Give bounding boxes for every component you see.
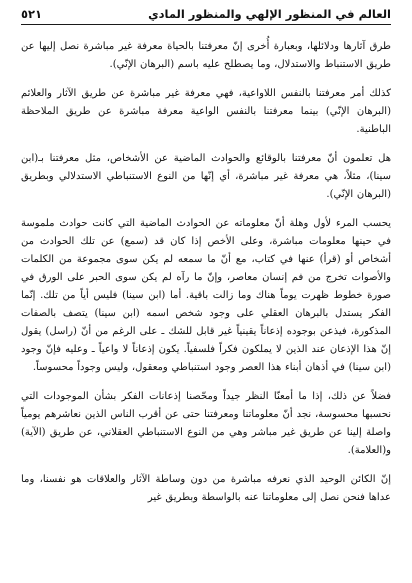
- page-header: [21, 7, 391, 25]
- page-number: ٥٢١: [21, 7, 43, 21]
- paragraph: فضلاً عن ذلك، إذا ما أمعنّا النظر جيداً ومحّصنا إذعانات الفكر بشأن الموجودات التي نحسبها محسوسة، نجد أنّ معلوماتنا ومعرفتنا حتى عن أقرب الناس الذين نعاشرهم يومياً واصلة إلينا عن طريق غير مباشر وهي من النوع الاستنباطي العقلاني، عن طريق (الآية) و(العلامة).: [21, 391, 391, 456]
- running-title: العالم في المنظور الإلهي والمنظور المادي: [148, 7, 391, 21]
- paragraph: هل تعلمون أنّ معرفتنا بالوقائع والحوادث الماضية عن الأشخاص، مثل معرفتنا بـ(ابن سينا)، مثلاً، هي معرفة غير مباشرة، أي إنّها من النوع الاستنباطي الاستدلالي وبطريق (البرهان الإنّي).: [21, 153, 391, 200]
- paragraph: إنّ الكائن الوحيد الذي نعرفه مباشرة من دون وساطة الآثار والعلاقات هو نفسنا، وما عداها فنحن نصل إلى معلوماتنا عنه بالواسطة وبطريق غير: [21, 474, 391, 503]
- paragraph: كذلك أمر معرفتنا بالنفس اللاواعية، فهي معرفة غير مباشرة عن طريق الآثار والعلائم (البرهان الإنّي) بينما معرفتنا بالنفس الواعية معرفة مباشرة عن طريق الملاحظة الباطنية.: [21, 88, 391, 135]
- paragraph: طرق آثارها ودلائلها، وبعبارة أُخرى إنّ معرفتنا بالحياة معرفة غير مباشرة نصل إليها عن طريق الاستنباط والاستدلال، وما يصطلح عليه باسم (البرهان الإنّي).: [21, 41, 391, 70]
- body-text: [21, 38, 391, 507]
- paragraph: يحسب المرء لأول وهلة أنّ معلوماته عن الحوادث الماضية التي كانت حوادث ملموسة في حينها معلومات مباشرة، وعلى الأخص إذا كان قد (سمع) عن تلك الحوادث من أشخاص أو (قرأ) عنها في كتاب، مع أنّ ما سمعه لم يكن سوى مجموعة من الكلمات والأصوات تخرج من فم إنسان معاصر، وإنّ ما رآه لم يكن سوى الحبر على الورق في صورة خطوط ظهرت يوماً هناك وما زالت باقية. أما (ابن سينا) فليس أياً من تلك. إنّما الفكر يستدل بالبرهان العقلي على وجود شخص اسمه (ابن سينا) يتصف بالصفات المذكورة، فيذعن بوجوده إذعاناً يقينياً غير قابل للشك ـ على الرغم من أنّ (راسل) يقول إنّ هذا الإذعان عند الذين لا يملكون فكراً فلسفياً. يكون إذعاناً لا واعياً ـ وعليه فإنّ وجود (ابن سينا) في أذهان أبناء هذا العصر وجود استنباطي ومعقول، وليس وجوداً محسوساً.: [21, 218, 391, 373]
